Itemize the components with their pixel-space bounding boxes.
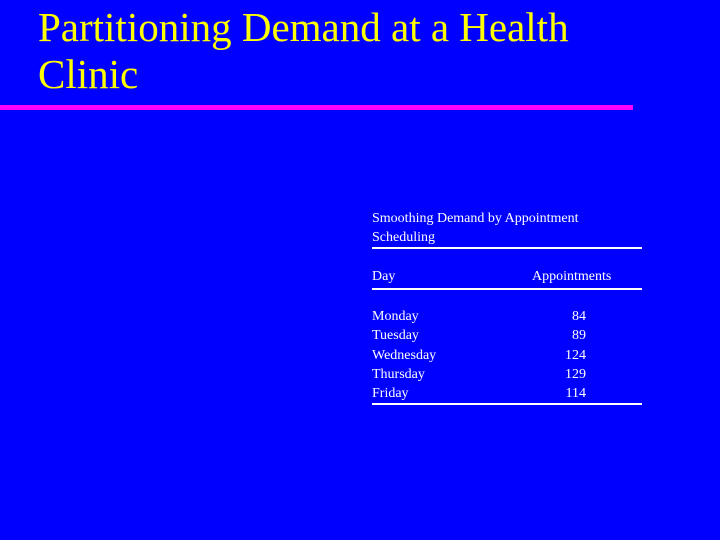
- table-row: [372, 307, 642, 326]
- table-bottom-rule: [372, 403, 642, 405]
- row-day: Thursday: [372, 366, 425, 382]
- row-day: Wednesday: [372, 347, 437, 363]
- title-underline: [0, 105, 633, 110]
- row-appointments: 89: [572, 328, 586, 344]
- table-row: [372, 326, 642, 345]
- row-appointments: 129: [565, 366, 586, 382]
- row-appointments: 124: [565, 347, 586, 363]
- row-day: Monday: [372, 309, 419, 324]
- header-day: Day: [372, 269, 396, 284]
- table-row: [372, 346, 642, 365]
- table-header-row: [372, 267, 642, 286]
- header-rule: [372, 288, 642, 290]
- appointment-table: [372, 209, 642, 405]
- header-appointments-label: Appointments: [532, 269, 612, 284]
- table-row: [372, 365, 642, 384]
- slide-title: Partitioning Demand at a Health Clinic: [38, 4, 569, 97]
- table-row: [372, 384, 642, 403]
- row-appointments: 84: [572, 309, 586, 324]
- table-body: [372, 307, 642, 403]
- caption-rule: [372, 247, 642, 249]
- table-caption: Smoothing Demand by Appointment Scheduling: [372, 211, 579, 245]
- row-appointments: 114: [565, 386, 586, 402]
- row-day: Tuesday: [372, 328, 419, 344]
- header-appointments: [532, 267, 642, 286]
- row-day: Friday: [372, 386, 409, 402]
